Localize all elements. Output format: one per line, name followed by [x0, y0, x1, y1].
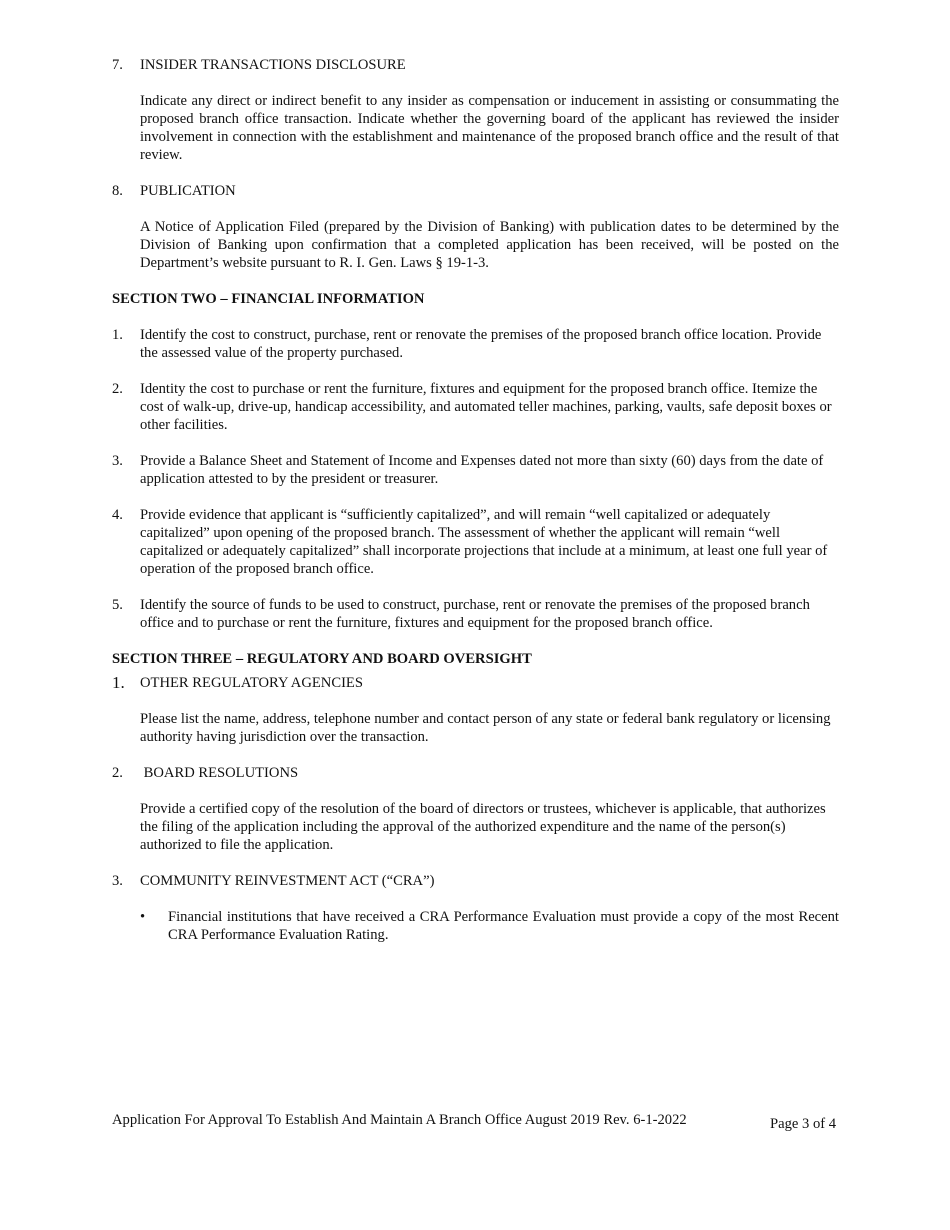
item-title: OTHER REGULATORY AGENCIES [140, 675, 363, 691]
section-three-title: SECTION THREE – REGULATORY AND BOARD OVERSIGHT [112, 651, 532, 667]
section-two-title: SECTION TWO – FINANCIAL INFORMATION [112, 291, 425, 307]
page-content [112, 56, 839, 944]
item-title: COMMUNITY REINVESTMENT ACT (“CRA”) [140, 873, 435, 889]
item-text: Identify the source of funds to be used to construct, purchase, rent or renovate the premises of the proposed branch office and to purchase or rent the furniture, fixtures and equipment for the proposed branch office. [140, 597, 810, 631]
item-text: Provide a Balance Sheet and Statement of Income and Expenses dated not more than sixty (60) days from the date of application attested to by the president or treasurer. [140, 453, 838, 487]
item-number: 4. [112, 507, 123, 523]
item-8-heading [112, 182, 839, 200]
section-two-item-3 [112, 452, 839, 488]
bullet-text: Financial institutions that have received a CRA Performance Evaluation must provide a copy of the most Recent CRA Performance Evaluation Rating. [168, 909, 839, 943]
item-7-heading [112, 56, 839, 74]
bullet-icon: • [140, 909, 146, 925]
item-number: 3. [112, 873, 123, 889]
section-two-item-5 [112, 596, 839, 632]
item-7-body: Indicate any direct or indirect benefit to any insider as compensation or inducement in assisting or consummating the proposed branch office transaction. Indicate whether the governing board of the applicant has reviewed the insider involvement in connection with the establishment and maintenance of the proposed branch office and the result of that review. [140, 93, 839, 163]
item-title: PUBLICATION [140, 183, 236, 199]
section-three-item-1-heading [112, 674, 839, 692]
item-number: 1. [112, 673, 125, 692]
section-two-item-2 [112, 380, 839, 434]
item-text: Provide evidence that applicant is “sufficiently capitalized”, and will remain “well capitalized or adequately capitalized” upon opening of the proposed branch. The assessment of whether the applicant will remain “well capitalized or adequately capitalized” shall incorporate projections that include at a minimum, at least one full year of operation of the proposed branch office. [140, 507, 828, 577]
item-number: 8. [112, 183, 123, 199]
section-two-item-1 [112, 326, 839, 362]
section-two-item-4 [112, 506, 839, 578]
footer-page-number: Page 3 of 4 [770, 1116, 837, 1132]
item-number: 1. [112, 327, 123, 343]
item-number: 3. [112, 453, 123, 469]
item-number: 7. [112, 57, 123, 73]
item-number: 2. [112, 381, 123, 397]
section-three-item-2-body: Provide a certified copy of the resolution of the board of directors or trustees, whichever is applicable, that authorizes the filing of the application including the approval of the authorized expenditure and the name of the person(s) authorized to file the application. [140, 801, 826, 853]
section-three-item-3-heading [112, 872, 839, 890]
section-three-item-2-heading [112, 764, 839, 782]
cra-bullet-item [140, 908, 839, 944]
item-text: Identify the cost to construct, purchase, rent or renovate the premises of the proposed branch office location. Provide the assessed value of the property purchased. [140, 327, 822, 361]
footer-document-title: Application For Approval To Establish And Maintain A Branch Office August 2019 Rev. 6-1-2022 [112, 1112, 687, 1128]
item-8-body: A Notice of Application Filed (prepared by the Division of Banking) with publication dates to be determined by the Division of Banking upon confirmation that a completed application has been received, will be posted on the Department’s website pursuant to R. I. Gen. Laws § 19-1-3. [140, 219, 839, 271]
item-title: INSIDER TRANSACTIONS DISCLOSURE [140, 57, 406, 73]
section-three-item-1-body: Please list the name, address, telephone number and contact person of any state or federal bank regulatory or licensing authority having jurisdiction over the transaction. [140, 711, 831, 745]
item-number: 5. [112, 597, 123, 613]
item-number: 2. [112, 765, 123, 781]
item-text: Identity the cost to purchase or rent the furniture, fixtures and equipment for the proposed branch office. Itemize the cost of walk-up, drive-up, handicap accessibility, and automated teller machines, parking, vaults, safe deposit boxes or other facilities. [140, 381, 832, 433]
item-title: BOARD RESOLUTIONS [140, 765, 299, 781]
